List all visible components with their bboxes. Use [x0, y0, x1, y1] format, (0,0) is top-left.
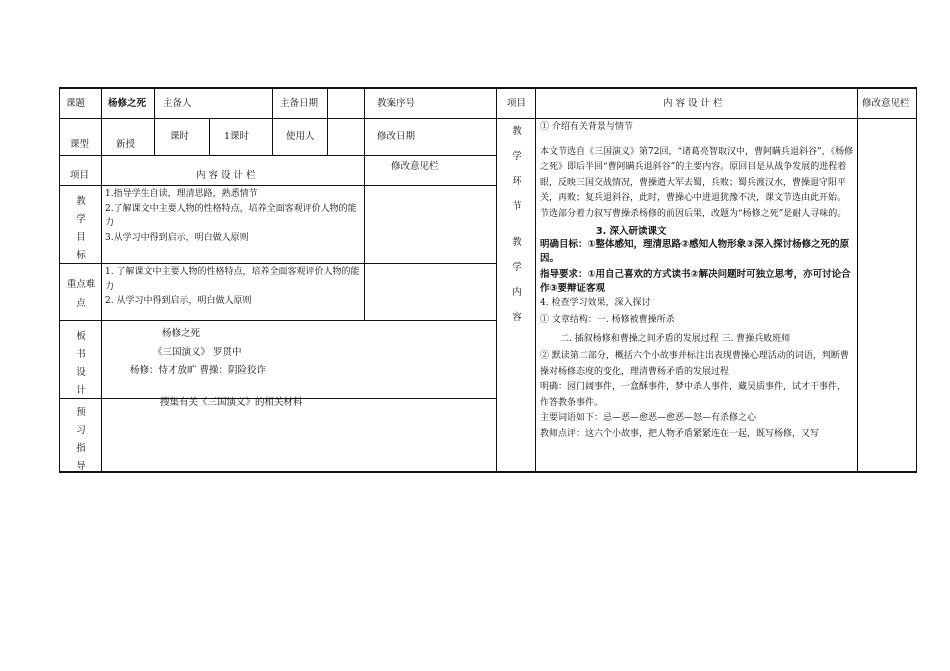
prep-date-label: 主备日期	[280, 98, 319, 109]
board-label: 板书设计	[76, 331, 86, 396]
board-line-1: 杨修之死	[162, 328, 201, 339]
board-line-2: 《三国演义》 罗贯中	[153, 347, 242, 358]
structure-line-1: ① 文章结构：一. 杨修被曹操所杀	[540, 315, 675, 325]
words-line: 主要词语如下：忌—恶—愈恶—愈恶—怒—有杀修之心	[540, 413, 757, 423]
preview-label: 预习指导	[76, 407, 86, 472]
goal-item-2: 2.了解课文中主要人物的性格特点，培养全面客观评价人物的能力	[105, 203, 357, 228]
goal-line: 明确目标：①整体感知，理清思路②感知人物形象③深入探讨杨修之死的原因。	[540, 239, 850, 264]
right-col-b	[857, 87, 858, 472]
clarify-line: 明确：园门阔事件，一盒酥事件，梦中杀人事件，藏吴质事件，试才干事件，作答教条事件。	[540, 382, 847, 408]
type-label: 课型	[70, 139, 90, 150]
key-label: 重点难点	[66, 279, 96, 309]
left-col-b	[154, 87, 155, 155]
preparer-label: 主备人	[163, 98, 192, 109]
left-outer-left	[59, 87, 60, 472]
key-point-1: 1. 了解课文中主要人物的性格特点，培养全面客观评价人物的能力	[105, 267, 360, 292]
read-line: ② 默读第二部分，概括六个小故事并标注出表现曹操心理活动的词语，判断曹操对杨修态度的变化，理清曹杨矛盾的发展过程	[540, 351, 849, 377]
left-content-header: 内 容 设 计 栏	[196, 170, 256, 181]
left-row-line-5	[59, 320, 496, 321]
left-row-line-1	[59, 118, 496, 119]
left-col-e	[327, 87, 328, 155]
hours-value: 1课时	[224, 131, 250, 142]
left-col-f	[364, 87, 365, 320]
guide-line: 指导要求：①用自己喜欢的方式读书②解决问题时可独立思考，亦可讨论合作③要辩证客观	[540, 269, 851, 294]
right-bottom-border	[496, 471, 917, 473]
structure-line-2: 二. 插叙杨修和曹操之间矛盾的发展过程 三. 曹操兵败班师	[560, 333, 791, 344]
comment-line: 教师点评：这六个小故事，把人物矛盾紧紧连在一起，既写杨修，又写	[540, 428, 820, 439]
section3-title: 3. 深入研读课文	[596, 226, 667, 237]
left-bottom-border	[59, 471, 496, 473]
course-label: 课题	[66, 98, 86, 109]
left-col-d	[272, 87, 273, 155]
goals-label: 教学目标	[76, 196, 86, 261]
preview-text: 搜集有关《三国演义》的相关材料	[160, 397, 303, 408]
left-row-line-2	[59, 155, 496, 156]
right-col-a	[535, 87, 536, 472]
content-label: 教学内容	[512, 237, 522, 323]
hours-label: 课时	[170, 131, 190, 142]
left-col-a	[101, 87, 102, 472]
right-content	[540, 120, 854, 442]
left-row-line-3	[59, 185, 496, 186]
plan-no-label: 教案序号	[377, 98, 416, 109]
right-content-header: 内 容 设 计 栏	[663, 98, 723, 109]
mod-date-label: 修改日期	[377, 131, 416, 142]
right-header-line	[496, 118, 917, 119]
section4-title: 4. 检查学习效果，深入探讨	[540, 298, 651, 308]
right-item-label: 项目	[507, 98, 527, 109]
goals-list	[105, 187, 363, 245]
user-label: 使用人	[286, 131, 315, 142]
goal-item-3: 3.从学习中得到启示，明白做人原则	[105, 232, 249, 243]
section1-title: ① 介绍有关背景与情节	[540, 122, 633, 132]
type-value: 新授	[116, 139, 136, 150]
section1-text: 本文节选自《三国演义》第72回，“诸葛亮智取汉中，曹阿瞒兵退斜谷”，《杨修之死》即后半回“曹阿瞒兵退斜谷”的主要内容。原回目是从战争发展的进程着眼，反映三国交战情况，曹操遣大军去蜀，兵败；蜀兵渡汉水，曹操退守阳平关，再败；复兵退斜谷，此时，曹操心中进退犹豫不决，课文节选由此开始。节选部分着力叙写曹操杀杨修的前因后果，改题为“杨修之死”是耐人寻味的。	[540, 146, 854, 219]
left-outer-right	[496, 87, 497, 472]
left-top-border	[59, 87, 496, 89]
right-outer-right	[916, 87, 917, 472]
left-row-line-4	[59, 263, 496, 264]
left-item-label: 项目	[70, 170, 90, 181]
board-line-3: 杨修：恃才放旷 曹操：阴险狡诈	[130, 365, 267, 376]
course-value: 杨修之死	[108, 98, 147, 109]
key-points-list	[105, 265, 363, 309]
process-label: 教学环节	[512, 126, 522, 212]
left-col-c	[209, 118, 210, 155]
key-point-2: 2. 从学习中得到启示，明白做人原则	[105, 296, 252, 306]
goal-item-1: 1.指导学生自读，理清思路，熟悉情节	[105, 189, 258, 199]
right-mod-col-header: 修改意见栏	[862, 98, 910, 109]
right-top-border	[496, 87, 917, 89]
left-mod-col-header: 修改意见栏	[391, 161, 439, 172]
